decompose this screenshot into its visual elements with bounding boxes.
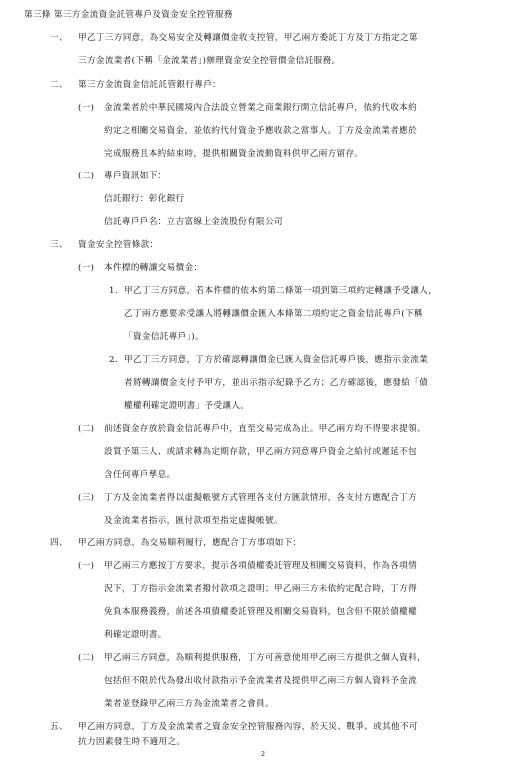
subitem-2-line: 權權利確定證明書」予受讓人。 [124, 401, 250, 411]
subitem-2-line: 者將轉讓價金支付予甲方，並出示指示紀錄予乙方；乙方確認後，應發給「債 [124, 378, 429, 388]
subitem-1-line: 乙丁兩方應要求受讓人將轉讓價金匯入本條第二項約定之資金信託專戶(下稱 [124, 309, 423, 319]
section-3-item-2-line: 含任何專戶孳息。 [104, 470, 176, 480]
section-4-item-1-line: 免負本服務義務，前述各項債權委託管理及相關交易資料，包含但不限於債權權 [104, 607, 418, 617]
section-2-item-1-line: 完成服務且本約結束時，提供相關資金流動資料供甲乙兩方留存。 [104, 149, 364, 159]
section-3-item-3-line: 及金流業者指示，匯付款項至指定虛擬帳號。 [104, 516, 283, 526]
section-3-item-2-line: 前述資金存放於資金信託專戶中，直至交易完成為止。甲乙兩方均不得要求提領、 [104, 424, 426, 434]
section-4-item-2-line: 業者並登錄甲乙兩三方為金流業者之會員。 [104, 699, 274, 709]
section-4-item-2-line: 包括但不限於代為發出收付款指示予金流業者及提供甲乙兩三方個人資料予金流 [104, 676, 418, 686]
section-2-line: 第三方金流資金信託託管銀行專戶： [78, 80, 222, 90]
section-2-item-1-line: 約定之相關交易資金，並依約代付資金予應收款之當事人。丁方及金流業者應於 [104, 126, 418, 136]
article-heading: 第三條 第三方金流資金託管專戶及資金安全控管服務 [24, 10, 233, 20]
subitem-1-line: 「資金信託專戶」)。 [124, 332, 204, 342]
section-3-item-1-line: 本件標的轉讓交易價金： [104, 263, 203, 273]
subitem-2-label: 2. [109, 355, 118, 365]
section-3-label: 三、 [50, 240, 68, 250]
section-2-item-2-label: (二) [78, 171, 95, 181]
trust-bank: 信託銀行：彰化銀行 [104, 194, 185, 204]
section-4-item-1-label: (一) [78, 561, 95, 571]
section-3-item-1-label: (一) [78, 263, 95, 273]
section-4-item-1-line: 況下，丁方指示金流業者撥付款項之證明；甲乙兩三方未依約定配合時，丁方得 [104, 584, 418, 594]
section-2-label: 二、 [50, 80, 68, 90]
section-1-label: 一、 [50, 33, 68, 43]
section-2-item-2-line: 專戶資訊如下： [104, 171, 167, 181]
section-4-item-1-line: 利確定證明書。 [104, 630, 167, 640]
section-3-item-3-line: 丁方及金流業者得以虛擬帳號方式管理各支付方匯款情形，各支付方應配合丁方 [104, 493, 418, 503]
page-number: 2 [261, 749, 265, 758]
section-5-line: 甲乙兩方同意，丁方及金流業者之資金安全控管服務內容，於天災、戰爭、或其他不可 [78, 722, 418, 732]
section-5-label: 五、 [50, 722, 68, 732]
section-4-item-2-line: 甲乙兩三方同意，為順利提供服務，丁方可善意使用甲乙兩三方提供之個人資料， [104, 653, 426, 663]
section-5-line: 抗力因素發生時不適用之。 [78, 737, 186, 747]
section-3-item-2-label: (二) [78, 424, 95, 434]
trust-account-name: 信託專戶戶名：立吉富線上金流股份有限公司 [104, 217, 283, 227]
section-3-item-2-line: 設質予第三人、或請求轉為定期存款，甲乙兩方同意專戶資金之給付或遲延不包 [104, 447, 418, 457]
section-4-item-2-label: (二) [78, 653, 95, 663]
section-4-item-1-line: 甲乙兩三方應按丁方要求，提示各項債權委託管理及相關交易資料，作為各項情 [104, 561, 418, 571]
subitem-2-line: 甲乙丁三方同意，丁方於確認轉讓價金已匯入資金信託專戶後，應指示金流業 [124, 355, 429, 365]
section-3-item-3-label: (三) [78, 493, 95, 503]
section-4-label: 四、 [50, 538, 68, 548]
subitem-1-line: 甲乙丁三方同意，若本件標的依本約第二條第一項到第三項約定轉讓予受讓人， [124, 286, 438, 296]
section-2-item-1-line: 金流業者於中華民國境內合法設立營業之商業銀行開立信託專戶，依約代收本約 [104, 103, 418, 113]
section-4-line: 甲乙兩方同意，為交易順利履行，應配合丁方事項如下： [78, 538, 302, 548]
section-1-line: 三方金流業者(下稱「金流業者」)辦理資金安全控管價金信託服務。 [78, 56, 341, 66]
section-1-line: 甲乙丁三方同意，為交易安全及轉讓價金收支控管，甲乙兩方委託丁方及丁方指定之第 [78, 33, 418, 43]
subitem-1-label: 1. [109, 286, 118, 296]
section-2-item-1-label: (一) [78, 103, 95, 113]
section-3-line: 資金安全控管條款： [78, 240, 159, 250]
